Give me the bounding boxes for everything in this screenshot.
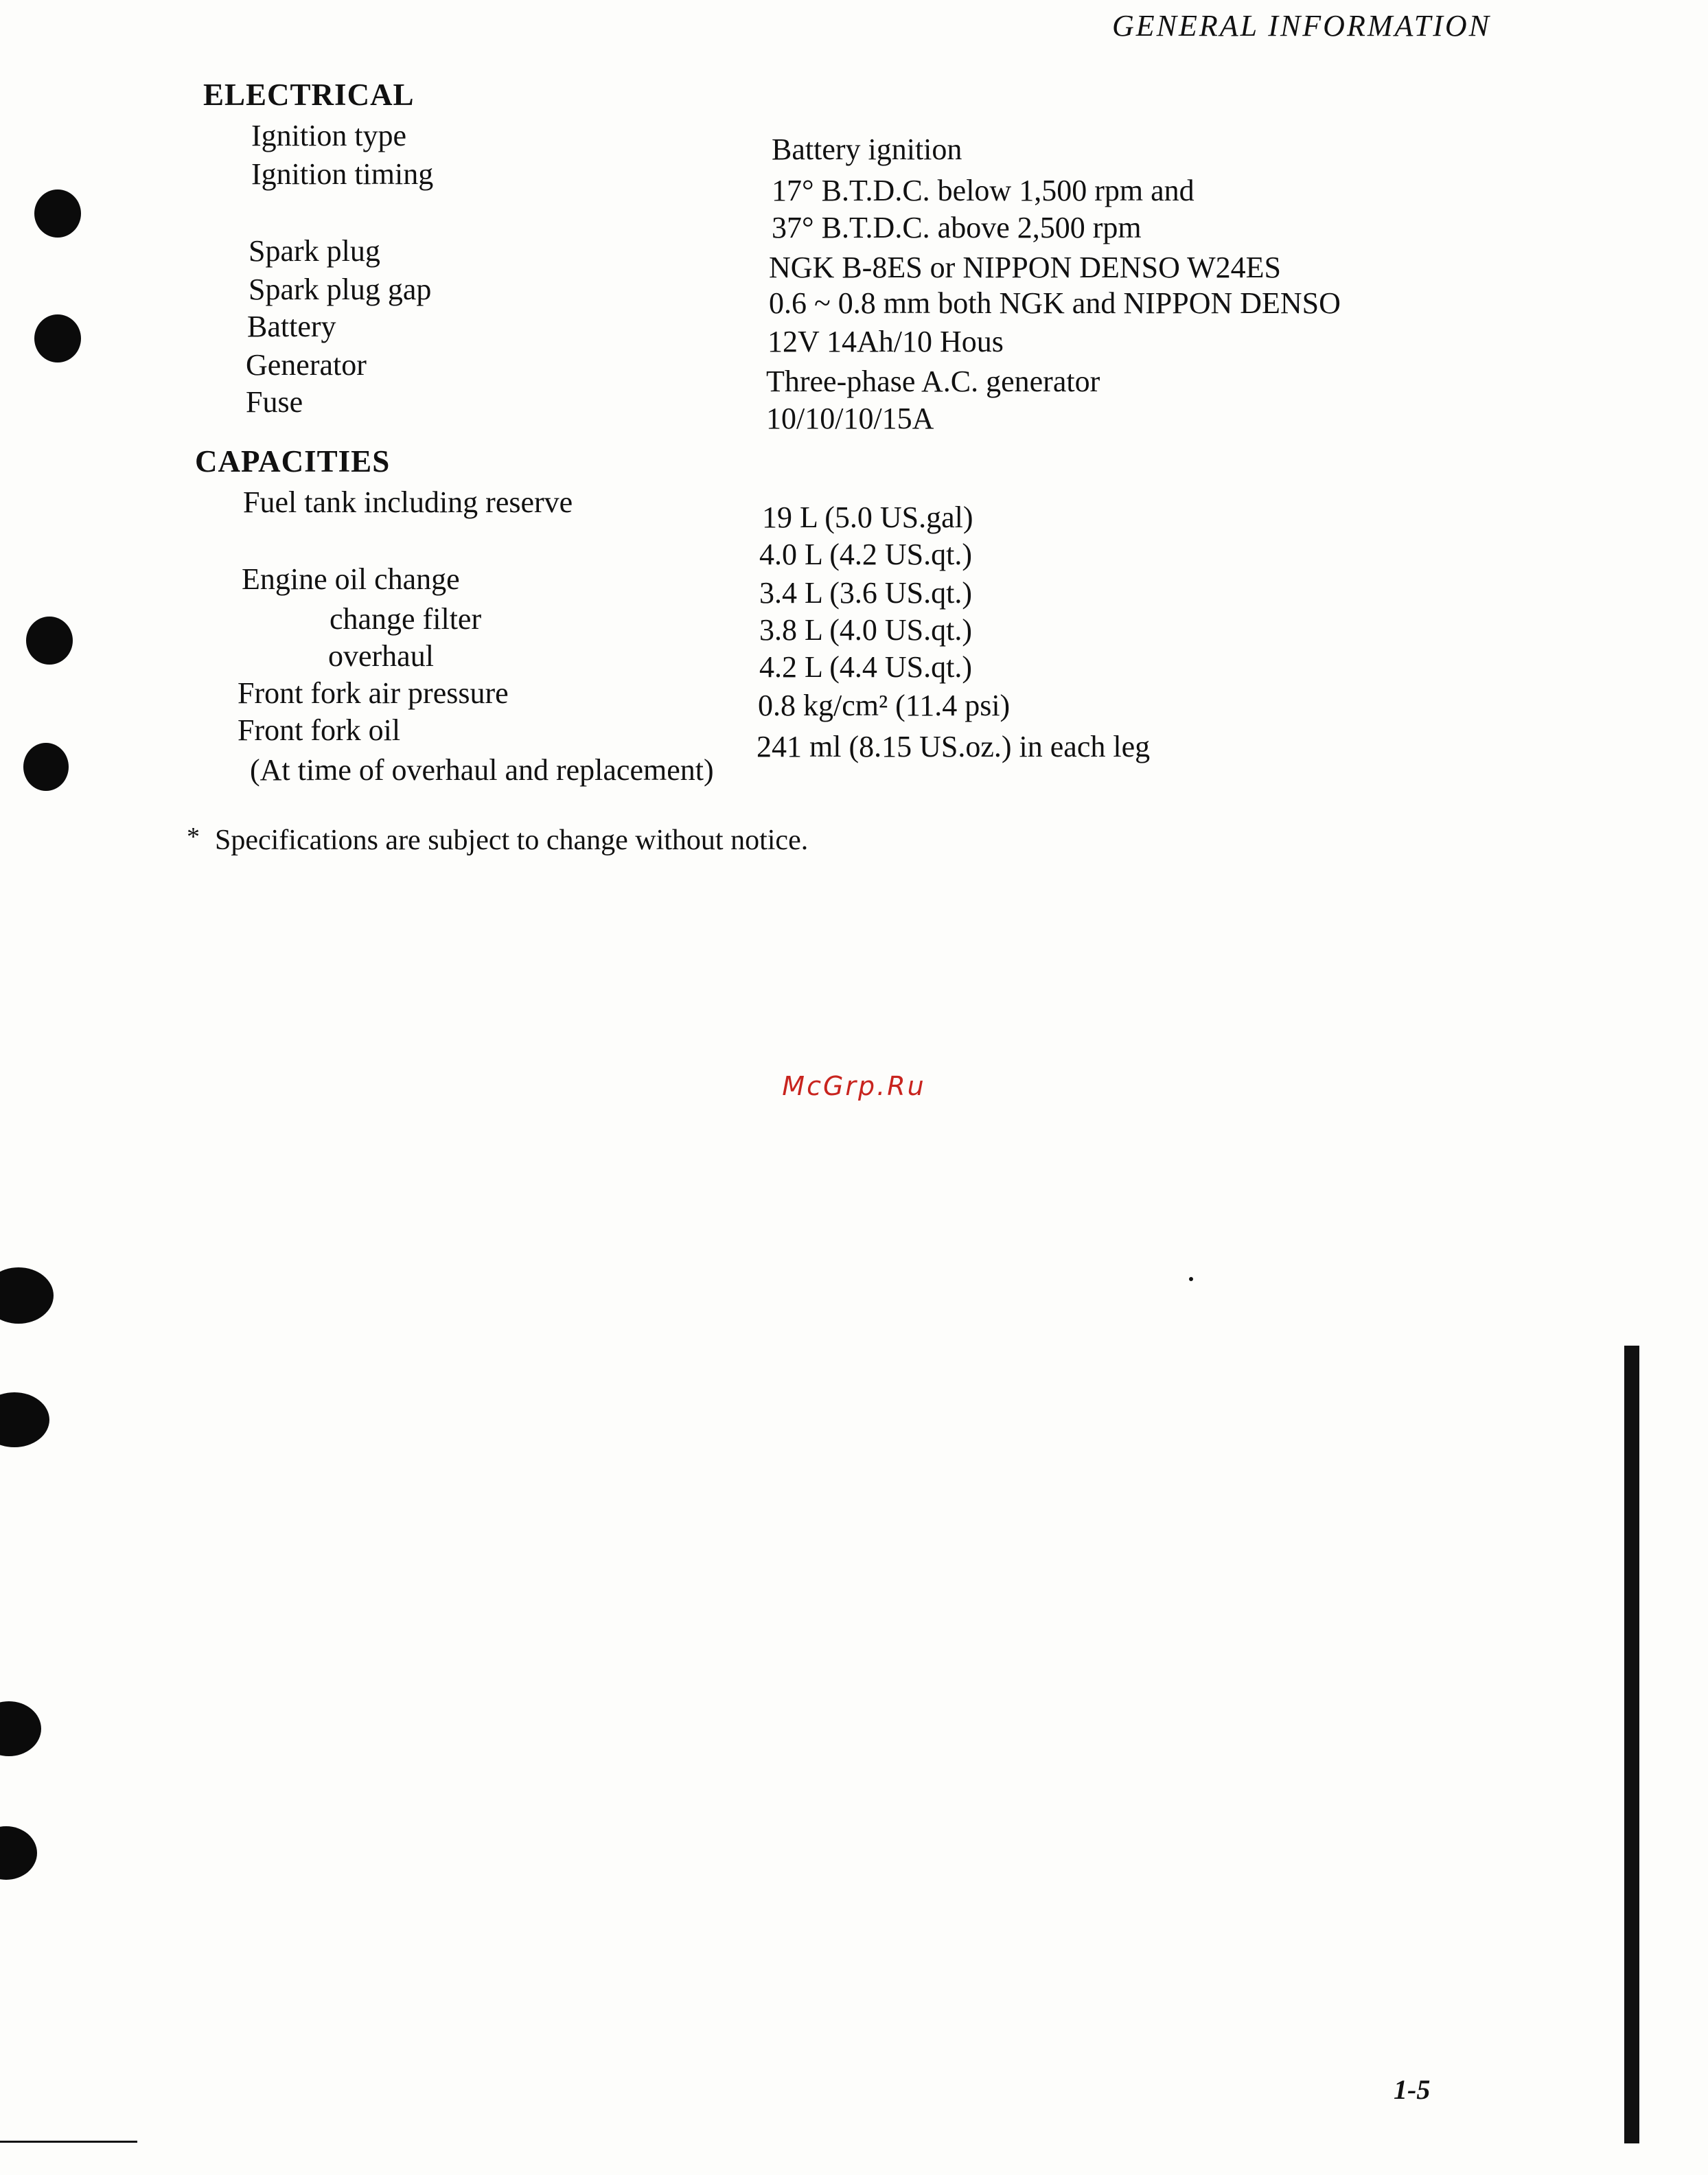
scan-edge-line-bottom — [0, 2141, 137, 2143]
footnote-asterisk: * — [187, 822, 200, 851]
scan-edge-line-right — [1624, 1346, 1639, 2143]
value-spark-plug-gap: 0.6 ~ 0.8 mm both NGK and NIPPON DENSO — [769, 286, 1341, 320]
label-ignition-timing: Ignition timing — [251, 157, 434, 191]
value-capacity-4-0: 4.0 L (4.2 US.qt.) — [759, 538, 973, 571]
label-fuse: Fuse — [246, 385, 303, 419]
punch-hole — [26, 617, 73, 665]
punch-hole — [34, 189, 81, 238]
value-engine-oil-change: 3.4 L (3.6 US.qt.) — [759, 576, 973, 610]
label-battery: Battery — [247, 310, 336, 343]
punch-hole — [23, 743, 69, 791]
value-generator: Three-phase A.C. generator — [766, 365, 1100, 398]
label-change-filter: change filter — [330, 602, 482, 636]
label-overhaul: overhaul — [328, 639, 434, 673]
footnote-text: Specifications are subject to change without notice. — [215, 825, 809, 856]
value-front-fork-air-pressure: 0.8 kg/cm² (11.4 psi) — [758, 689, 1011, 722]
value-battery: 12V 14Ah/10 Hous — [768, 325, 1004, 358]
label-fuel-tank: Fuel tank including reserve — [243, 485, 573, 519]
punch-hole — [34, 314, 81, 362]
value-front-fork-oil: 241 ml (8.15 US.oz.) in each leg — [757, 730, 1151, 763]
watermark: McGrp.Ru — [782, 1071, 926, 1101]
label-front-fork-air-pressure: Front fork air pressure — [238, 676, 509, 710]
punch-hole — [0, 1392, 49, 1447]
punch-hole — [0, 1701, 41, 1756]
value-spark-plug: NGK B-8ES or NIPPON DENSO W24ES — [769, 251, 1282, 284]
value-change-filter: 3.8 L (4.0 US.qt.) — [759, 613, 973, 647]
page-number: 1-5 — [1394, 2074, 1431, 2105]
label-front-fork-oil: Front fork oil — [238, 713, 401, 747]
value-ignition-timing-1: 17° B.T.D.C. below 1,500 rpm and — [772, 174, 1195, 207]
value-ignition-type: Battery ignition — [772, 133, 962, 166]
punch-hole — [0, 1267, 54, 1324]
section-title-electrical: ELECTRICAL — [203, 78, 415, 112]
page-header-title: GENERAL INFORMATION — [1112, 9, 1491, 43]
label-spark-plug-gap: Spark plug gap — [249, 273, 432, 306]
label-front-fork-oil-note: (At time of overhaul and replacement) — [250, 753, 714, 787]
label-engine-oil-change: Engine oil change — [242, 562, 460, 596]
section-title-capacities: CAPACITIES — [195, 444, 391, 479]
footnote — [187, 824, 808, 857]
label-spark-plug: Spark plug — [249, 234, 380, 268]
value-overhaul: 4.2 L (4.4 US.qt.) — [759, 650, 973, 684]
value-ignition-timing-2: 37° B.T.D.C. above 2,500 rpm — [772, 211, 1142, 244]
label-generator: Generator — [246, 348, 367, 382]
punch-hole — [0, 1826, 37, 1880]
value-fuse: 10/10/10/15A — [766, 402, 934, 435]
value-fuel-tank: 19 L (5.0 US.gal) — [762, 500, 973, 534]
label-ignition-type: Ignition type — [251, 119, 407, 152]
scan-speck — [1189, 1277, 1193, 1281]
